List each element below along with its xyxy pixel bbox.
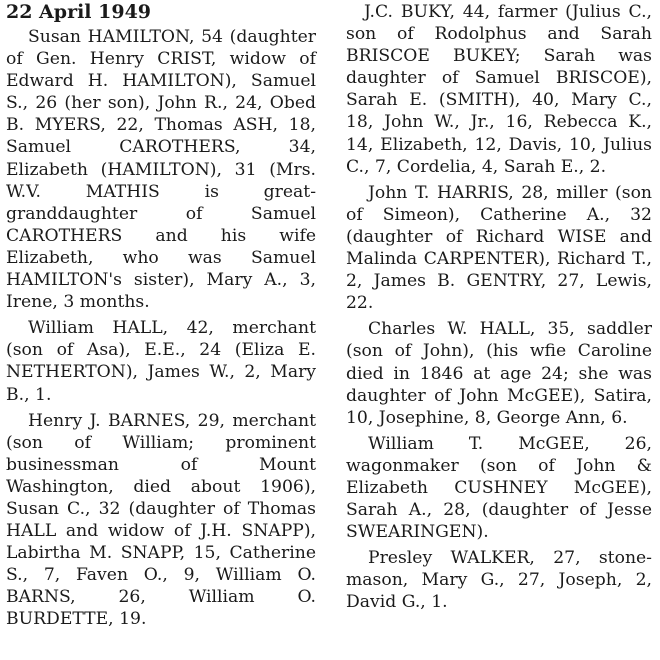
household-entry-hamilton: Susan HAMILTON, 54 (daughter of Gen. Henry CRIST, widow of Edward H. HAMILTON), Samuel S., 26 (her son), John R., 24, Obed B. MYERS, 22, Thomas ASH, 18, Samuel CAROTHERS, 34, Elizabeth (HAMILTON), 31 (Mrs. W.V. MATHIS is great-granddaughter of Samuel CAROTHERS and his wife Elizabeth, who was Samuel HAMILTON's sister), Mary A., 3, Irene, 3 months.	[6, 27, 316, 313]
right-column	[346, 1, 652, 618]
household-entry-hall-william: William HALL, 42, merchant (son of Asa), E.E., 24 (Eliza E. NETHERTON), James W., 2, Mary B., 1.	[6, 318, 316, 405]
left-column	[6, 24, 316, 635]
household-entry-hall-charles: Charles W. HALL, 35, saddler (son of John), (his wfie Caroline died in 1846 at age 24; she was daughter of John McGEE), Satira, 10, Josephine, 8, George Ann, 6.	[346, 319, 652, 428]
column-divider	[331, 0, 332, 660]
household-entry-barnes: Henry J. BARNES, 29, merchant (son of William; prominent businessman of Mount Washington, died about 1906), Susan C., 32 (daughter of Thomas HALL and widow of J.H. SNAPP), Labirtha M. SNAPP, 15, Catherine S., 7, Faven O., 9, William O. BARNS, 26, William O. BURDETTE, 19.	[6, 410, 316, 630]
clipping-date: 22 April 1949	[6, 1, 152, 23]
household-entry-buky: J.C. BUKY, 44, farmer (Julius C., son of Rodolphus and Sarah BRISCOE BUKEY; Sarah was daughter of Samuel BRISCOE), Sarah E. (SMITH), 40, Mary C., 18, John W., Jr., 16, Rebecca K., 14, Elizabeth, 12, Davis, 10, Julius C., 7, Cordelia, 4, Sarah E., 2.	[346, 2, 652, 177]
household-entry-mcgee: William T. McGEE, 26, wagonmaker (son of John & Elizabeth CUSHNEY McGEE), Sarah A., 28, (daughter of Jesse SWEARINGEN).	[346, 433, 652, 543]
household-entry-walker: Presley WALKER, 27, stone-mason, Mary G., 27, Joseph, 2, David G., 1.	[346, 548, 652, 613]
household-entry-harris: John T. HARRIS, 28, miller (son of Simeon), Catherine A., 32 (daughter of Richard WISE and Malinda CARPENTER), Richard T., 2, James B. GENTRY, 27, Lewis, 22.	[346, 182, 652, 314]
